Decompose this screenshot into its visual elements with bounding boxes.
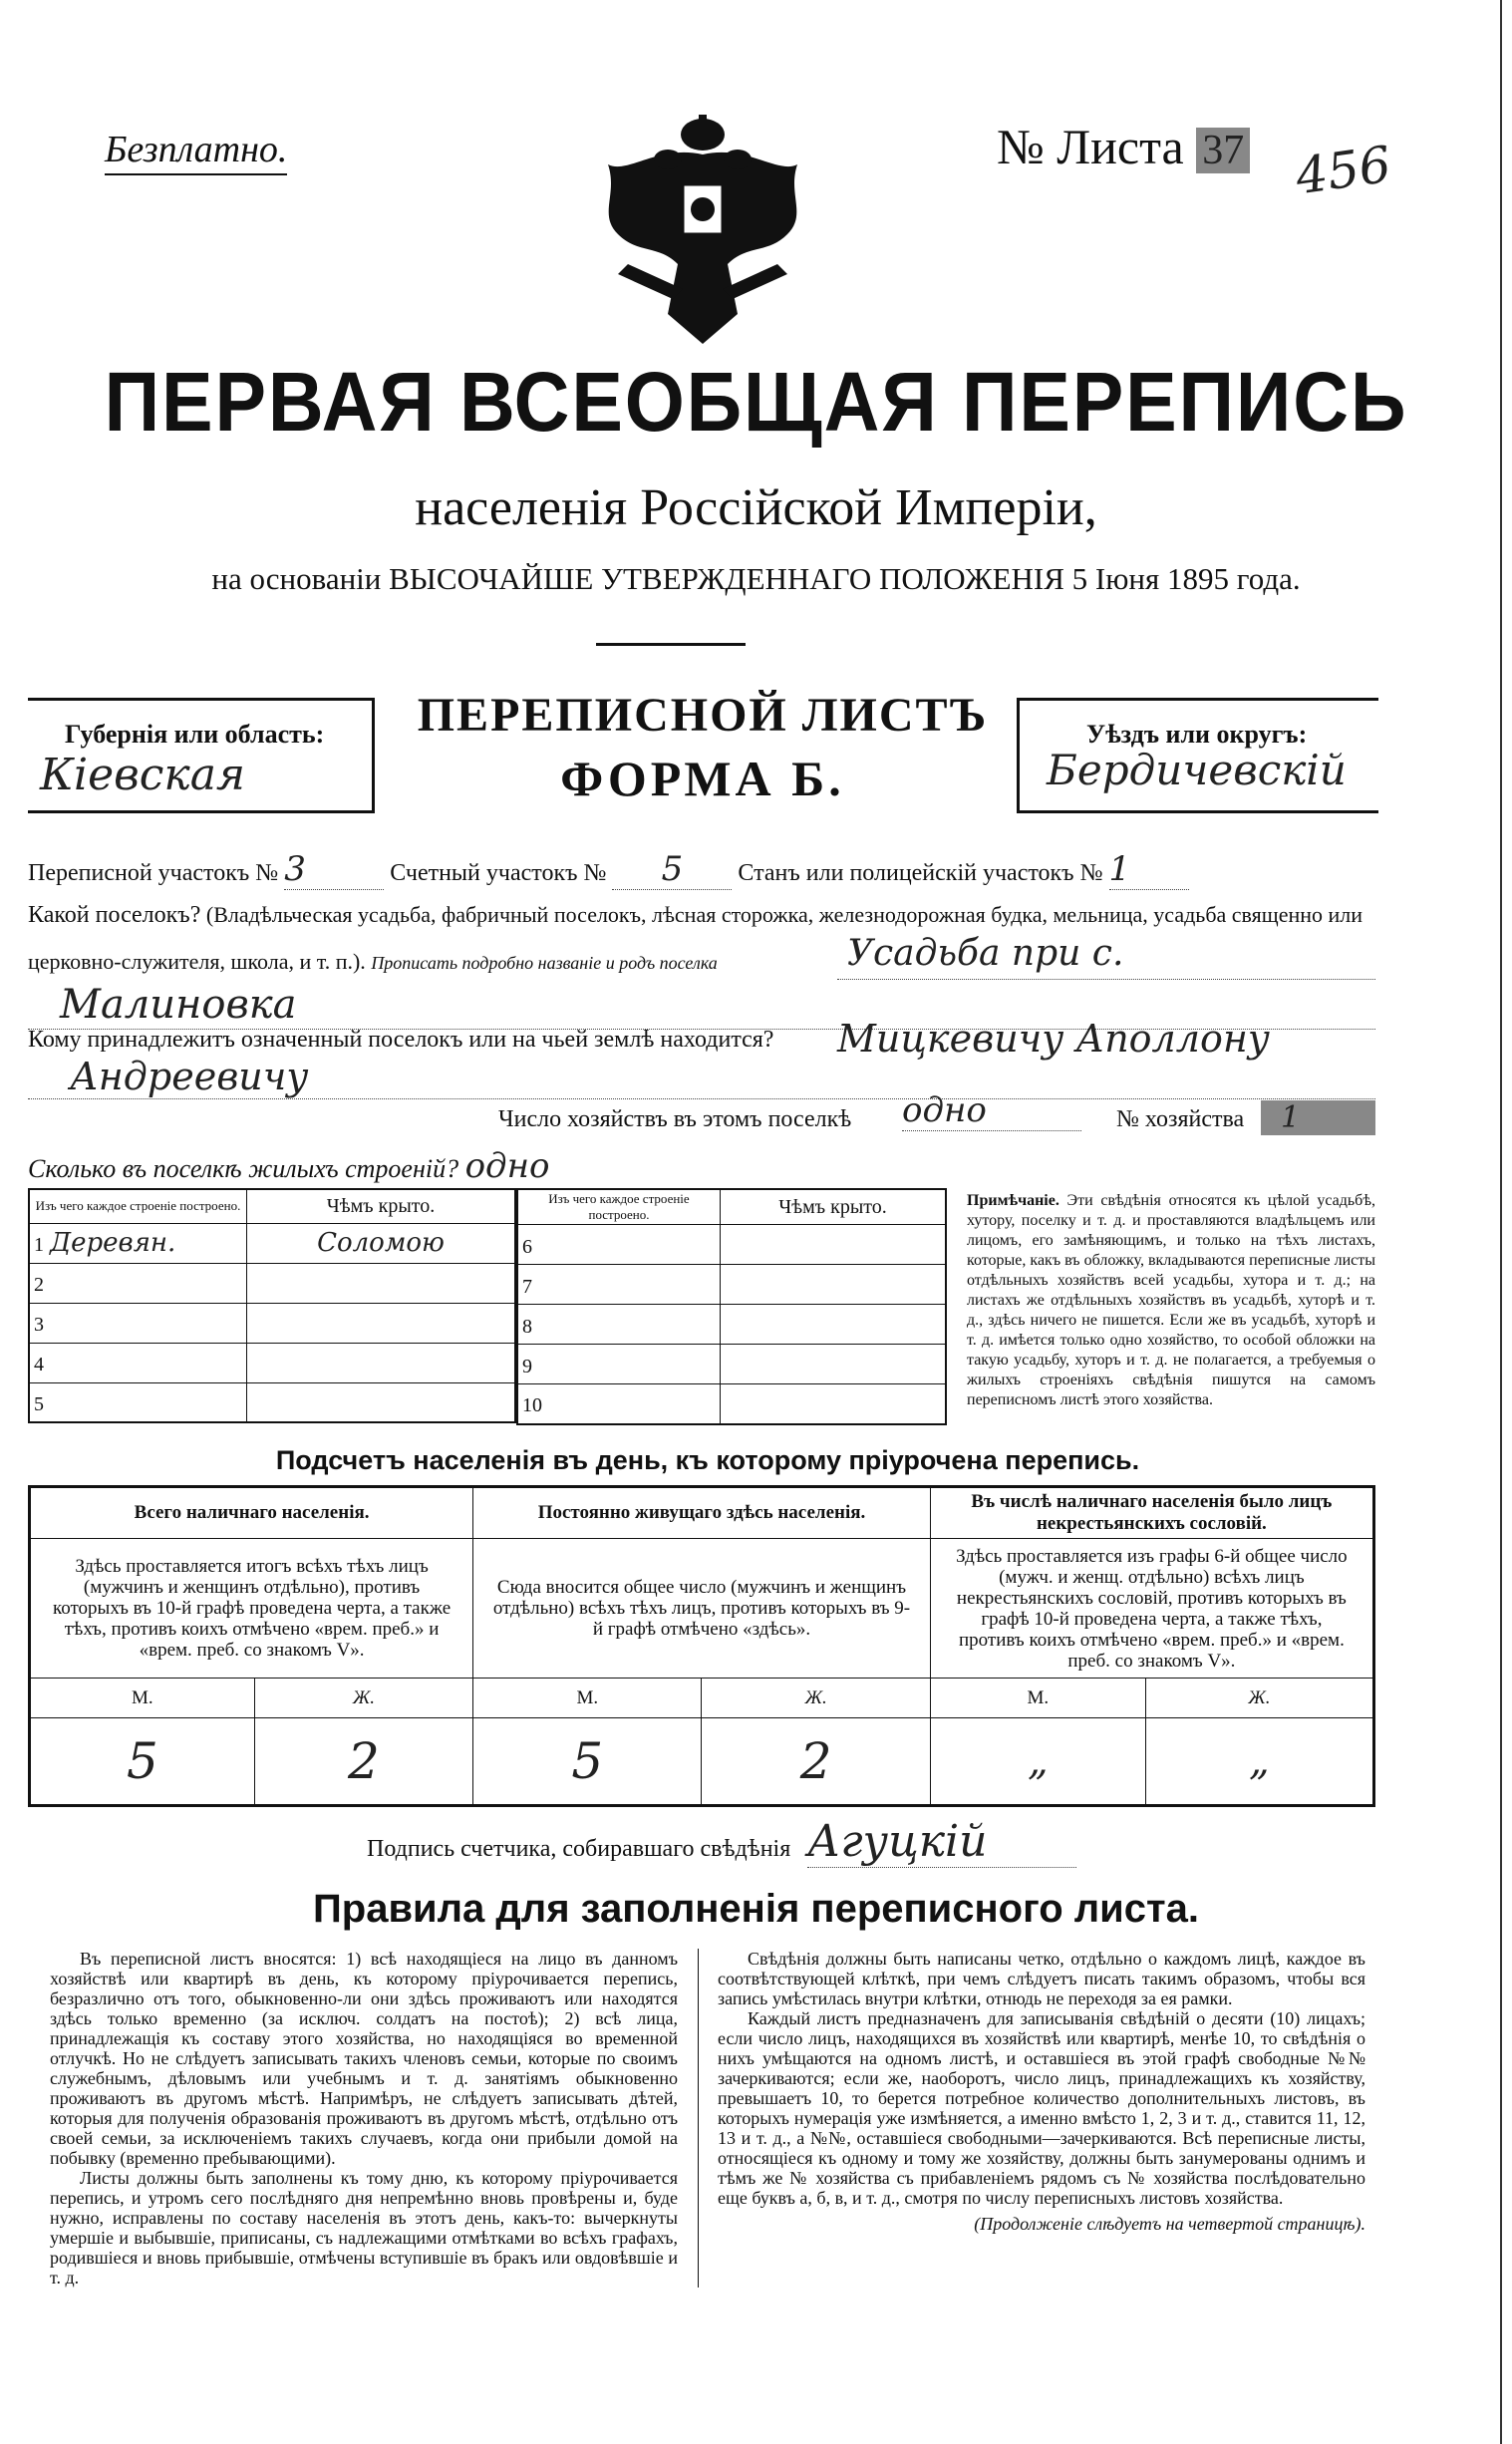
buildings-question xyxy=(28,1146,549,1186)
building-number: 3 xyxy=(34,1314,44,1336)
rules-continued: (Продолженіе слѣдуетъ на четвертой страницѣ). xyxy=(974,2214,1365,2234)
building-roof-cell xyxy=(721,1384,947,1424)
sheet-number-handwritten: 456 xyxy=(1292,135,1395,206)
buildings-table-left xyxy=(28,1188,516,1423)
owner-line xyxy=(28,1098,1375,1099)
col1-f-label: Ж. xyxy=(254,1679,472,1718)
building-built-cell xyxy=(517,1305,721,1345)
col2-f-value: 2 xyxy=(702,1718,930,1806)
sheet-number xyxy=(997,118,1250,175)
title-divider xyxy=(596,643,746,646)
settlement-hint2: церковно-служителя, школа, и т. п.). xyxy=(28,949,366,974)
building-number: 9 xyxy=(522,1355,532,1377)
note xyxy=(967,1191,1375,1410)
stan-label: Станъ или полицейскій участокъ № xyxy=(738,860,1103,886)
count-col3-head: Въ числѣ наличнаго населенія было лицъ некрестьянскихъ сословій. xyxy=(930,1487,1373,1539)
uezd-label: Уѣздъ или округъ: xyxy=(1086,720,1308,749)
uezd-value: Бердичевскій xyxy=(1047,746,1347,794)
building-row xyxy=(29,1382,515,1422)
building-built-value: Деревян. xyxy=(50,1228,176,1258)
col2-m-value: 5 xyxy=(473,1718,702,1806)
building-number: 1 xyxy=(34,1234,44,1256)
col3-f-label: Ж. xyxy=(1145,1679,1373,1718)
building-row xyxy=(517,1384,946,1424)
settlement-hint1: (Владѣльческая усадьба, фабричный поселокъ, лѣсная сторожка, железнодорожная будка, мельница, усадьба священно или xyxy=(205,902,1363,927)
building-roof-cell xyxy=(721,1265,947,1305)
plots-row xyxy=(28,849,1383,890)
building-roof-cell xyxy=(247,1343,516,1382)
settlement-hint3: Прописать подробно названіе и родъ поселка xyxy=(371,953,718,973)
built-header: Изъ чего каждое строеніе построено. xyxy=(29,1189,247,1223)
building-number: 4 xyxy=(34,1354,44,1375)
building-built-cell xyxy=(29,1223,247,1263)
col2-m-label: М. xyxy=(473,1679,702,1718)
building-number: 7 xyxy=(522,1275,532,1298)
page-subtitle: населенія Россійской Имперіи, xyxy=(415,479,1097,536)
signature-value: Агуцкій xyxy=(807,1816,1076,1868)
sheet-number-label: № Листа xyxy=(997,119,1184,174)
census-plot-value: 3 xyxy=(284,849,384,890)
building-number: 10 xyxy=(522,1394,542,1417)
rules-left-p1: Въ переписной листъ вносятся: 1) всѣ находящіеся на лицо въ данномъ хозяйствѣ или квартирѣ въ день, къ которому пріурочивается перепись, безразлично отъ того, обыкновенно-ли они здѣсь проживаютъ или находятся здѣсь только временно (за исключ. солдатъ на постоѣ); 2) всѣ лица, принадлежащія къ составу этого хозяйства, но находящіяся во временной отлучкѣ. Но не слѣдуетъ записывать такихъ членовъ семьи, которые по своимъ служебнымъ, дѣловымъ или учебнымъ и т. д. занятіямъ обыкновенно проживаютъ въ другомъ мѣстѣ. Напримѣръ, не слѣдуетъ записывать дѣтей, которыя для полученія образованія проживаютъ въ другомъ мѣстѣ, отдѣльно отъ своей семьи, за исключеніемъ такихъ случаевъ, когда они прибыли домой на побывку (временно пребывающими). xyxy=(50,1949,678,2168)
building-row xyxy=(517,1225,946,1265)
sheet-number-value: 37 xyxy=(1196,128,1250,173)
building-built-cell xyxy=(517,1345,721,1384)
building-built-cell xyxy=(29,1343,247,1382)
roof-header-right: Чѣмъ крыто. xyxy=(721,1189,947,1225)
building-roof-cell xyxy=(247,1263,516,1303)
building-number: 5 xyxy=(34,1392,44,1415)
col2-f-label: Ж. xyxy=(702,1679,930,1718)
built-header-right: Изъ чего каждое строеніе построено. xyxy=(517,1189,721,1225)
buildings-question-label: Сколько въ поселкѣ жилыхъ строеній? xyxy=(28,1154,459,1183)
owner-question: Кому принадлежитъ означенный поселокъ или на чьей землѣ находится? xyxy=(28,1027,774,1053)
form-name: ФОРМА Б. xyxy=(560,751,845,806)
settlement-row2 xyxy=(28,949,1383,975)
rules-divider xyxy=(698,1949,699,2288)
settlement-label: Какой поселокъ? xyxy=(28,902,201,928)
roof-header: Чѣмъ крыто. xyxy=(247,1189,516,1223)
buildings-question-value: одно xyxy=(464,1146,550,1186)
households-value: одно xyxy=(902,1090,1081,1131)
count-plot-value: 5 xyxy=(612,849,732,890)
col1-m-label: М. xyxy=(30,1679,255,1718)
count-col3-desc: Здѣсь проставляется изъ графы 6-й общее число (мужч. и женщ. отдѣльно) всѣхъ лицъ некрестьянскихъ сословій, противъ которыхъ въ графѣ 10-й проведена черта, а также тѣхъ, противъ коихъ отмѣчено «врем. преб.» и «врем. преб. со знакомъ V». xyxy=(930,1539,1373,1679)
settlement-value2: Малиновка xyxy=(60,982,297,1028)
count-title: Подсчетъ населенія въ день, къ которому пріурочена перепись. xyxy=(275,1445,1140,1475)
free-label: Безплатно. xyxy=(105,128,287,175)
owner-value2: Андреевичу xyxy=(70,1055,309,1098)
rules-left-p2: Листы должны быть заполнены къ тому дню, къ которому пріурочивается перепись, и утромъ сего послѣдняго дня непремѣнно вновь провѣрены и, буде нужно, исправлены по составу населенія въ этотъ день, какъ-то: вычеркнуты умершіе и выбывшіе, приписаны, съ надлежащими отмѣтками во всѣхъ графахъ, родившіеся и вновь прибывшіе, отмѣчены вступившіе въ бракъ или овдовѣвшіе и т. д. xyxy=(50,2168,678,2288)
building-built-cell xyxy=(517,1384,721,1424)
col3-f-value: „ xyxy=(1145,1718,1373,1806)
count-plot-label: Счетный участокъ № xyxy=(390,860,607,886)
building-row xyxy=(29,1223,515,1263)
col3-m-value: „ xyxy=(930,1718,1145,1806)
note-title: Примѣчаніе. xyxy=(967,1192,1059,1209)
rules-right-p2: Каждый листъ предназначенъ для записыванія свѣдѣній о десяти (10) лицахъ; если число лицъ, находящихся въ хозяйствѣ или квартирѣ, менѣе 10, то свѣдѣнія о нихъ умѣщаются на одномъ листѣ, и оставшіеся въ этой графѣ свободные №№ зачеркиваются; если же, наоборотъ, число лицъ, принадлежащихъ къ хозяйству, превышаетъ 10, то берется потребное количество дополнительныхъ листовъ, въ которыхъ нумерація уже измѣняется, а именно вмѣсто 1, 2, 3 и т. д., ставится 11, 12, 13 и т. д., а №№, оставшіеся свободными—зачеркиваются. Всѣ переписные листы, относящіеся къ одному и тому же хозяйству, должны быть занумерованы однимъ и тѣмъ же № хозяйства съ прибавленіемъ рядомъ съ № хозяйства послѣдовательно еще буквъ а, б, в, и т. д., смотря по числу переписныхъ листовъ хозяйства. xyxy=(718,2008,1365,2208)
col1-m-value: 5 xyxy=(30,1718,255,1806)
building-number: 2 xyxy=(34,1274,44,1296)
building-row xyxy=(517,1345,946,1384)
building-built-cell xyxy=(517,1265,721,1305)
building-row xyxy=(517,1265,946,1305)
building-built-cell xyxy=(29,1303,247,1343)
settlement-question xyxy=(28,902,1383,929)
building-number: 8 xyxy=(522,1315,532,1338)
note-text: Эти свѣдѣнія относятся къ цѣлой усадьбѣ, хутору, поселку и т. д. и проставляются владѣльцемъ или лицомъ, его замѣняющимъ, и только на тѣхъ листахъ, которые, какъ въ обложку, вкладываются переписные листы отдѣльныхъ хозяйствъ всей усадьбы, хутора и т. д.; на листахъ же отдѣльныхъ хозяйствъ въ усадьбѣ, хуторѣ и т. д., здѣсь ничего не пишется. Если же въ усадьбѣ, хуторѣ и т. д. имѣется только одно хозяйство, то особой обложки на такую усадьбу, хуторъ и т. д. не полагается, а требуемыя о жилыхъ строеніяхъ свѣдѣнія пишутся на самомъ переписномъ листѣ этого хозяйства. xyxy=(967,1192,1375,1408)
building-built-cell xyxy=(29,1382,247,1422)
basis-line: на основаніи ВЫСОЧАЙШЕ УТВЕРЖДЕННАГО ПОЛОЖЕНІЯ 5 Іюня 1895 года. xyxy=(211,561,1301,596)
page-title: ПЕРВАЯ ВСЕОБЩАЯ ПЕРЕПИСЬ xyxy=(104,355,1408,449)
col3-m-label: М. xyxy=(930,1679,1145,1718)
building-row xyxy=(29,1303,515,1343)
building-roof-cell xyxy=(721,1345,947,1384)
building-row xyxy=(29,1343,515,1382)
stan-value: 1 xyxy=(1109,849,1189,890)
rules-right-p1: Свѣдѣнія должны быть написаны четко, отдѣльно о каждомъ лицѣ, каждое въ соотвѣтствующей клѣткѣ, при чемъ слѣдуетъ писать такимъ образомъ, чтобы вся запись умѣстилась внутри клѣтки, отнюдь не переходя за ея рамки. xyxy=(718,1949,1365,2008)
settlement-value1: Усадьба при с. xyxy=(847,933,1124,974)
households-label: Число хозяйствъ въ этомъ поселкѣ xyxy=(498,1106,852,1132)
household-no-label: № хозяйства xyxy=(1116,1106,1245,1132)
count-col2-head: Постоянно живущаго здѣсь населенія. xyxy=(473,1487,931,1539)
double-headed-eagle-emblem xyxy=(588,115,817,349)
building-row xyxy=(29,1263,515,1303)
population-count-table xyxy=(28,1485,1375,1807)
rules-title: Правила для заполненія переписного листа. xyxy=(313,1887,1199,1931)
signature-label: Подпись счетчика, собиравшаго свѣдѣнія xyxy=(367,1836,791,1862)
count-col2-desc: Сюда вносится общее число (мужчинъ и женщинъ отдѣльно) всѣхъ тѣхъ лицъ, противъ которыхъ въ 9-й графѣ отмѣчено «здѣсь». xyxy=(473,1539,931,1679)
building-built-cell xyxy=(517,1225,721,1265)
building-roof-cell xyxy=(721,1305,947,1345)
building-built-cell xyxy=(29,1263,247,1303)
form-title: ПЕРЕПИСНОЙ ЛИСТЪ xyxy=(417,689,989,742)
owner-value1: Мицкевичу Аполлону xyxy=(837,1017,1270,1061)
building-roof-cell: Соломою xyxy=(247,1223,516,1263)
census-plot-label: Переписной участокъ № xyxy=(28,860,279,886)
building-number: 6 xyxy=(522,1235,532,1258)
rules-right-column xyxy=(718,1949,1365,2234)
buildings-table-right xyxy=(516,1188,947,1425)
settlement-line1 xyxy=(837,979,1375,980)
building-row xyxy=(517,1305,946,1345)
col1-f-value: 2 xyxy=(254,1718,472,1806)
count-col1-head: Всего наличнаго населенія. xyxy=(30,1487,473,1539)
gubernia-label: Губернія или область: xyxy=(65,720,325,749)
building-roof-cell xyxy=(247,1303,516,1343)
count-col1-desc: Здѣсь проставляется итогъ всѣхъ тѣхъ лицъ (мужчинъ и женщинъ отдѣльно), противъ которыхъ въ 10-й графѣ проведена черта, а также тѣхъ, противъ коихъ отмѣчено «врем. преб.» и «врем. преб. со знакомъ V». xyxy=(30,1539,473,1679)
building-roof-cell xyxy=(247,1382,516,1422)
gubernia-value: Кіевская xyxy=(40,750,246,800)
household-no-value: 1 xyxy=(1261,1100,1375,1135)
page-edge-right xyxy=(1500,0,1502,2444)
building-roof-cell xyxy=(721,1225,947,1265)
rules-left-column xyxy=(50,1949,678,2288)
